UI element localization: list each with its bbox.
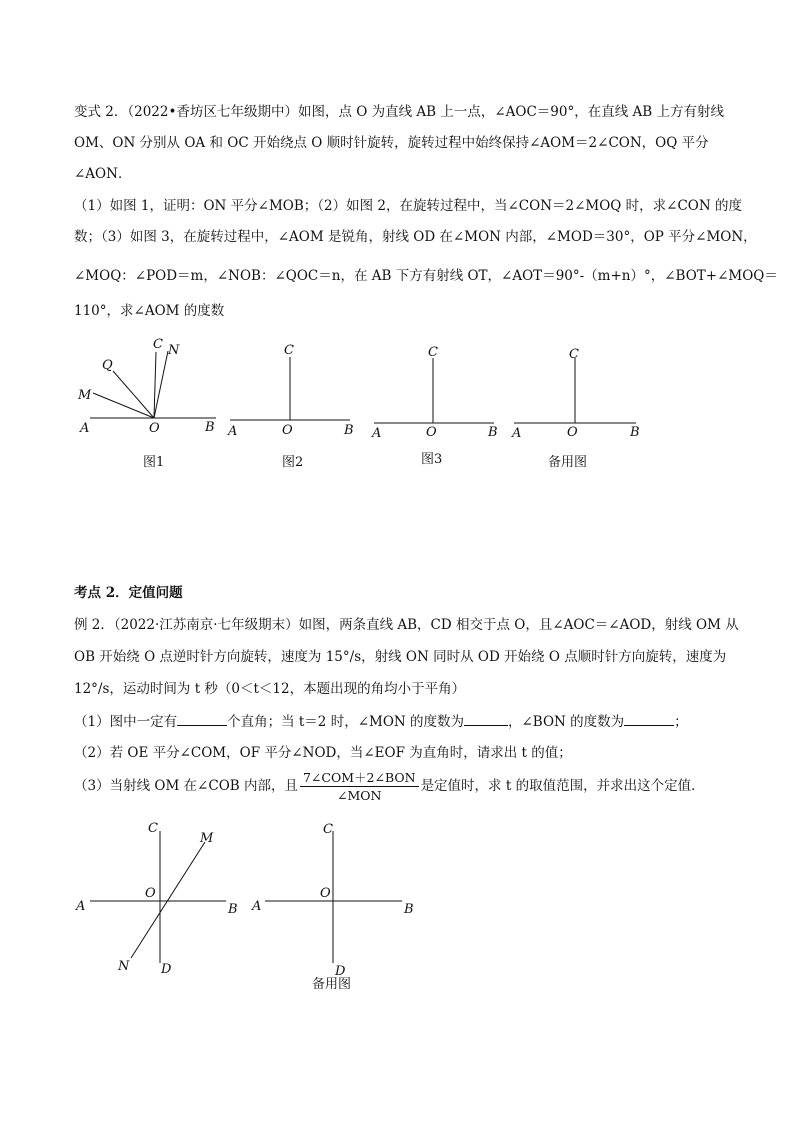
figA-label-m: M	[200, 831, 214, 846]
q1-text-a: （1）图中一定有	[74, 714, 178, 730]
fig1-label-q: Q	[102, 358, 113, 373]
problem1-figures	[0, 335, 794, 475]
q3-fraction-denominator: ∠MON	[337, 788, 382, 803]
figA-label-d: D	[161, 962, 172, 977]
fig1-caption: 图1	[143, 455, 165, 470]
problem2-question2: （2）若 OE 平分∠COM，OF 平分∠NOD，当∠EOF 为直角时，请求出 t 的值；	[74, 745, 572, 761]
q3-fraction-numerator: 7∠COM＋2∠BON	[300, 769, 419, 787]
q1-blank-mon[interactable]	[464, 711, 508, 726]
problem1-line2: OM、ON 分别从 OA 和 OC 开始绕点 O 顺时针旋转，旋转过程中始终保持∠AOM＝2∠CON，OQ 平分	[74, 135, 709, 151]
fig1-label-b: B	[205, 420, 215, 435]
q1-blank-right-angles[interactable]	[177, 711, 227, 726]
problem1-line1: 变式 2．（2022•香坊区七年级期中）如图，点 O 为直线 AB 上一点，∠AOC＝90°，在直线 AB 上方有射线	[74, 104, 724, 120]
problem2-question3	[74, 769, 734, 804]
fig2-caption: 图2	[282, 455, 304, 470]
problem2-question1	[74, 711, 734, 732]
q1-text-b: 个直角；当 t＝2 时，∠MON 的度数为	[227, 714, 464, 730]
fig4-label-o: O	[567, 425, 578, 440]
fig1-label-a: A	[80, 421, 90, 436]
figA-line-mn	[131, 842, 205, 958]
problem1-line6: ∠MOQ：∠POD＝m，∠NOB：∠QOC＝n，在 AB 下方有射线 OT，∠AOT＝90°-（m+n）°，∠BOT+∠MOQ＝	[74, 268, 778, 284]
fig1-label-n: N	[168, 343, 180, 358]
q1-blank-bon[interactable]	[624, 711, 674, 726]
fig1-label-o: O	[149, 421, 160, 436]
q1-text-d: ；	[674, 714, 688, 730]
q1-text-c: ，∠BON 的度数为	[508, 714, 625, 730]
fig3-label-o: O	[426, 425, 437, 440]
problem1-line7: 110°，求∠AOM 的度数	[74, 303, 225, 319]
problem2-line3: 12°/s，运动时间为 t 秒（0＜t＜12，本题出现的角均小于平角）	[74, 681, 466, 697]
fig4-label-c: C	[569, 347, 579, 362]
problem1-line4: （1）如图 1，证明：ON 平分∠MOB；（2）如图 2，在旋转过程中，当∠CON＝2∠MOQ 时，求∠CON 的度	[74, 198, 742, 214]
problem2-line1: 例 2．（2022·江苏南京·七年级期末）如图，两条直线 AB，CD 相交于点 O，且∠AOC＝∠AOD，射线 OM 从	[74, 617, 739, 633]
fig4-label-b: B	[630, 425, 640, 440]
fig1-ray-oq	[113, 371, 154, 418]
fig3-label-a: A	[372, 426, 382, 441]
figB-label-o: O	[320, 886, 331, 901]
figA-label-n: N	[118, 959, 130, 974]
problem1-line5: 数；（3）如图 3，在旋转过程中，∠AOM 是锐角，射线 OD 在∠MON 内部，∠MOD＝30°，OP 平分∠MON，	[74, 229, 757, 245]
q3-text-b: 是定值时，求 t 的取值范围，并求出这个定值．	[420, 778, 705, 794]
figB-label-a: A	[252, 899, 262, 914]
fig2-label-b: B	[344, 423, 354, 438]
figB-label-b: B	[404, 902, 414, 917]
figA-label-b: B	[228, 902, 238, 917]
fig3-label-b: B	[488, 425, 498, 440]
fig3-caption: 图3	[421, 452, 443, 467]
fig4-caption: 备用图	[548, 455, 588, 470]
figA-label-a: A	[76, 899, 86, 914]
figB-label-c: C	[323, 822, 333, 837]
problem2-figures	[0, 815, 794, 995]
problem1-line3: ∠AON．	[74, 166, 132, 182]
fig1-label-c: C	[153, 337, 163, 352]
fig1-ray-om	[93, 393, 154, 418]
fig4-label-a: A	[512, 426, 522, 441]
fig2-label-a: A	[228, 424, 238, 439]
figB-label-d: D	[335, 964, 346, 979]
section2-heading: 考点 2．定值问题	[74, 585, 183, 601]
problem2-line2: OB 开始绕 O 点逆时针方向旋转，速度为 15°/s，射线 ON 同时从 OD 开始绕 O 点顺时针方向旋转，速度为	[74, 649, 727, 665]
figB-caption: 备用图	[312, 977, 352, 992]
fig2-label-c: C	[284, 343, 294, 358]
fig3-label-c: C	[428, 345, 438, 360]
fig2-label-o: O	[282, 423, 293, 438]
q3-fraction	[300, 769, 419, 804]
figA-label-c: C	[148, 821, 158, 836]
fig1-label-m: M	[78, 388, 92, 403]
figA-label-o: O	[145, 886, 156, 901]
q3-text-a: （3）当射线 OM 在∠COB 内部，且	[74, 778, 298, 794]
